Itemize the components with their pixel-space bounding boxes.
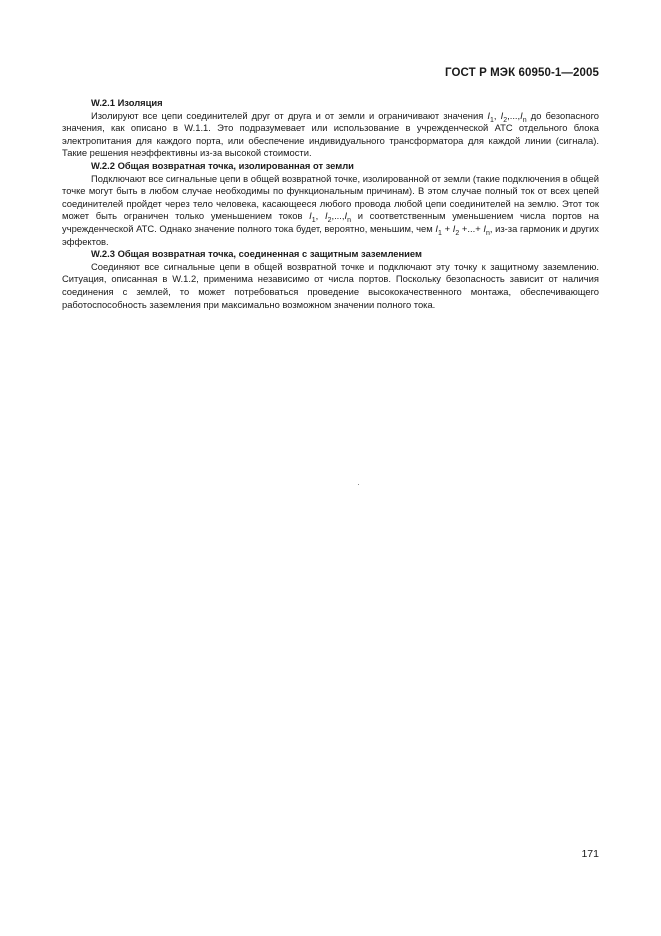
current-sum-formula: $I_1 + I_2$ +...+ $I_n$ (435, 222, 490, 237)
paragraph-text: Соединяют все сигнальные цепи в общей возвратной точке и подключают эту точку к защитному заземлению. Ситуация, описанная в W.1.2, применима независимо от числа портов. Поскольку безопасность зависит от наличия соединения с землей, то может потребоваться проведение высококачественного монтажа, обеспечивающего работоспособность заземления при максимально возможном значении полного тока. (62, 260, 599, 310)
section-paragraph-w22 (62, 173, 599, 249)
section-heading-w21: W.2.1 Изоляция (91, 97, 163, 108)
paragraph-text: и соответственным уменьшением числа портов на учрежденческой АТС. Однако значение полного тока будет, вероятно, меньшим, чем (62, 210, 599, 234)
current-formula: $I_1$, $I_2,...,I_n$ (487, 109, 527, 124)
section-paragraph-w21 (62, 110, 599, 160)
paragraph-text: до безопасного значения, как описано в W.1.1. Это подразумевает или использование в учрежденческой АТС отдельного блока электропитания для каждого порта, или обеспечение индивидуального трансформатора для каждой линии (сигнала). Такие решения неэффективны из-за высокой стоимости. (62, 109, 599, 159)
page-number: 171 (581, 848, 599, 860)
paragraph-text: Подключают все сигнальные цепи в общей возвратной точке, изолированной от земли (такие подключения в общей точке могут быть в любом случае необходимы по функциональным причинам). В этом случае полный ток от всех цепей соединителей пройдет через тело человека, касающееся любого провода любой цепи соединителей на землю. Этот ток может быть ограничен только уменьшением токов (62, 172, 599, 222)
paragraph-text: , из-за гармоник и других эффектов. (62, 222, 599, 247)
document-body (62, 97, 599, 311)
paragraph-text: Изолируют все цепи соединителей друг от друга и от земли и ограничивают значения (91, 109, 488, 121)
current-formula: $I_1$, $I_2,...,I_n$ (309, 210, 352, 225)
standard-designation: ГОСТ Р МЭК 60950-1—2005 (445, 67, 599, 79)
scan-speck (358, 484, 359, 485)
section-heading-w23: W.2.3 Общая возвратная точка, соединенная с защитным заземлением (91, 248, 422, 260)
section-heading-w22: W.2.2 Общая возвратная точка, изолированная от земли (91, 159, 354, 171)
section-paragraph-w23 (62, 261, 599, 311)
